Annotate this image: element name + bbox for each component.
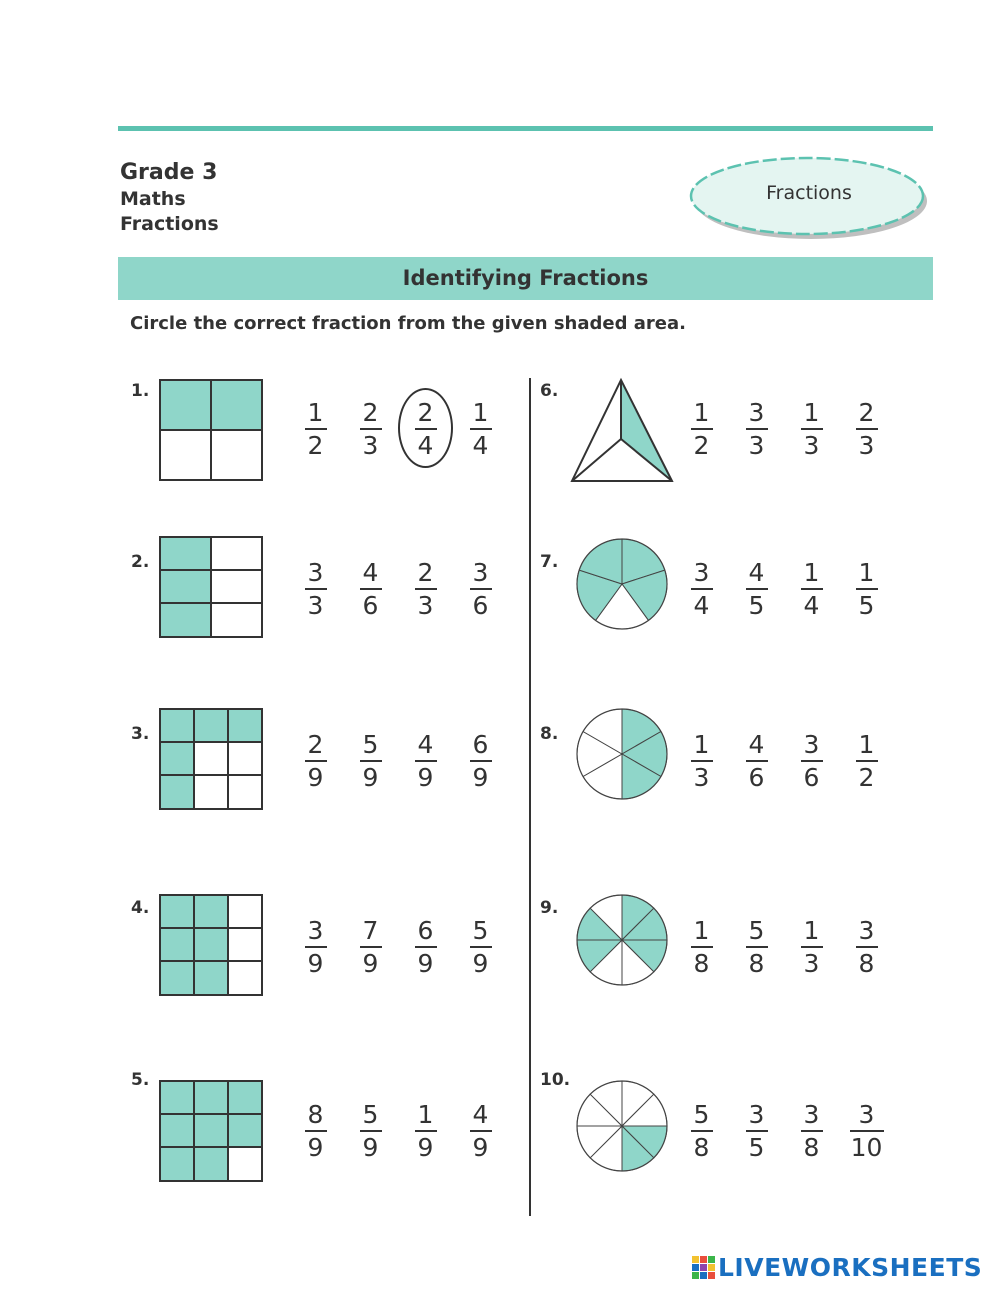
question-number: 8. <box>540 724 559 744</box>
question-number: 6. <box>540 381 559 401</box>
fraction-figure-q1 <box>158 378 264 482</box>
answer-option[interactable]: $\frac{5}{9}$ <box>343 1096 398 1166</box>
answer-option[interactable]: $\frac{1}{3}$ <box>784 912 839 982</box>
column-divider <box>529 378 531 1216</box>
answer-option[interactable]: $\frac{1}{9}$ <box>398 1096 453 1166</box>
fraction-figure-q9 <box>574 892 670 988</box>
answer-options-q7 <box>674 554 894 624</box>
answer-option[interactable]: $\frac{1}{8}$ <box>674 912 729 982</box>
logo-blocks-icon <box>692 1256 716 1280</box>
fraction-figure-q7 <box>574 536 670 632</box>
answer-options-q1 <box>288 394 508 464</box>
answer-option[interactable]: $\frac{3}{9}$ <box>288 912 343 982</box>
answer-option[interactable]: $\frac{2}{3}$ <box>839 394 894 464</box>
logo-text: LIVEWORKSHEETS <box>718 1253 983 1282</box>
answer-option[interactable]: $\frac{1}{4}$ <box>453 394 508 464</box>
fraction-figure-q2 <box>158 535 264 639</box>
answer-option[interactable]: $\frac{5}{8}$ <box>674 1096 729 1166</box>
answer-options-q9 <box>674 912 894 982</box>
answer-option[interactable]: $\frac{2}{3}$ <box>343 394 398 464</box>
fraction-figure-q6 <box>568 376 678 486</box>
title-banner <box>118 257 933 300</box>
answer-options-q5 <box>288 1096 508 1166</box>
answer-option[interactable]: $\frac{2}{9}$ <box>288 726 343 796</box>
fraction-figure-q8 <box>574 706 670 802</box>
answer-option[interactable]: $\frac{1}{3}$ <box>784 394 839 464</box>
grade-label: Grade 3 <box>120 160 218 185</box>
answer-option[interactable]: $\frac{5}{9}$ <box>453 912 508 982</box>
answer-option-circled[interactable]: $\frac{2}{4}$ <box>398 394 453 464</box>
question-number: 5. <box>131 1070 150 1090</box>
answer-option[interactable]: $\frac{5}{9}$ <box>343 726 398 796</box>
answer-options-q10 <box>674 1096 894 1166</box>
instruction-text: Circle the correct fraction from the given shaded area. <box>130 313 686 334</box>
question-number: 2. <box>131 552 150 572</box>
answer-option[interactable]: $\frac{3}{6}$ <box>453 554 508 624</box>
answer-option[interactable]: $\frac{3}{8}$ <box>784 1096 839 1166</box>
answer-option[interactable]: $\frac{4}{9}$ <box>398 726 453 796</box>
answer-option[interactable]: $\frac{5}{8}$ <box>729 912 784 982</box>
fraction-figure-q10 <box>574 1078 670 1174</box>
answer-option[interactable]: $\frac{3}{8}$ <box>839 912 894 982</box>
answer-option[interactable]: $\frac{3}{10}$ <box>850 1099 883 1162</box>
question-number: 7. <box>540 552 559 572</box>
question-number: 1. <box>131 381 150 401</box>
answer-options-q6 <box>674 394 894 464</box>
question-number: 9. <box>540 898 559 918</box>
answer-option[interactable]: $\frac{6}{9}$ <box>398 912 453 982</box>
answer-option[interactable]: $\frac{8}{9}$ <box>288 1096 343 1166</box>
subject-label: Maths <box>120 188 186 210</box>
fraction-figure-q4 <box>158 893 264 997</box>
question-number: 3. <box>131 724 150 744</box>
answer-option[interactable]: $\frac{7}{9}$ <box>343 912 398 982</box>
answer-option[interactable]: $\frac{1}{5}$ <box>839 554 894 624</box>
answer-option[interactable]: $\frac{1}{3}$ <box>674 726 729 796</box>
answer-option[interactable]: $\frac{3}{3}$ <box>288 554 343 624</box>
answer-options-q2 <box>288 554 508 624</box>
liveworksheets-logo <box>692 1253 982 1282</box>
answer-option[interactable]: $\frac{6}{9}$ <box>453 726 508 796</box>
answer-option[interactable]: $\frac{4}{6}$ <box>343 554 398 624</box>
answer-options-q3 <box>288 726 508 796</box>
answer-options-q4 <box>288 912 508 982</box>
top-rule <box>118 126 933 131</box>
answer-option[interactable]: $\frac{1}{2}$ <box>674 394 729 464</box>
answer-option[interactable]: $\frac{1}{2}$ <box>288 394 343 464</box>
topic-badge <box>685 148 933 244</box>
answer-option[interactable]: $\frac{1}{4}$ <box>784 554 839 624</box>
question-number: 10. <box>540 1070 571 1090</box>
badge-text: Fractions <box>766 182 852 204</box>
answer-option[interactable]: $\frac{3}{6}$ <box>784 726 839 796</box>
answer-option[interactable]: $\frac{3}{4}$ <box>674 554 729 624</box>
fraction-figure-q5 <box>158 1079 264 1183</box>
topic-label: Fractions <box>120 213 219 235</box>
answer-option[interactable]: $\frac{4}{5}$ <box>729 554 784 624</box>
answer-option[interactable]: $\frac{2}{3}$ <box>398 554 453 624</box>
fraction-figure-q3 <box>158 707 264 811</box>
answer-option[interactable]: $\frac{1}{2}$ <box>839 726 894 796</box>
banner-title: Identifying Fractions <box>402 266 649 290</box>
answer-option[interactable]: $\frac{4}{6}$ <box>729 726 784 796</box>
answer-option[interactable]: $\frac{4}{9}$ <box>453 1096 508 1166</box>
question-number: 4. <box>131 898 150 918</box>
answer-option[interactable]: $\frac{3}{5}$ <box>729 1096 784 1166</box>
answer-options-q8 <box>674 726 894 796</box>
answer-option[interactable]: $\frac{3}{3}$ <box>729 394 784 464</box>
